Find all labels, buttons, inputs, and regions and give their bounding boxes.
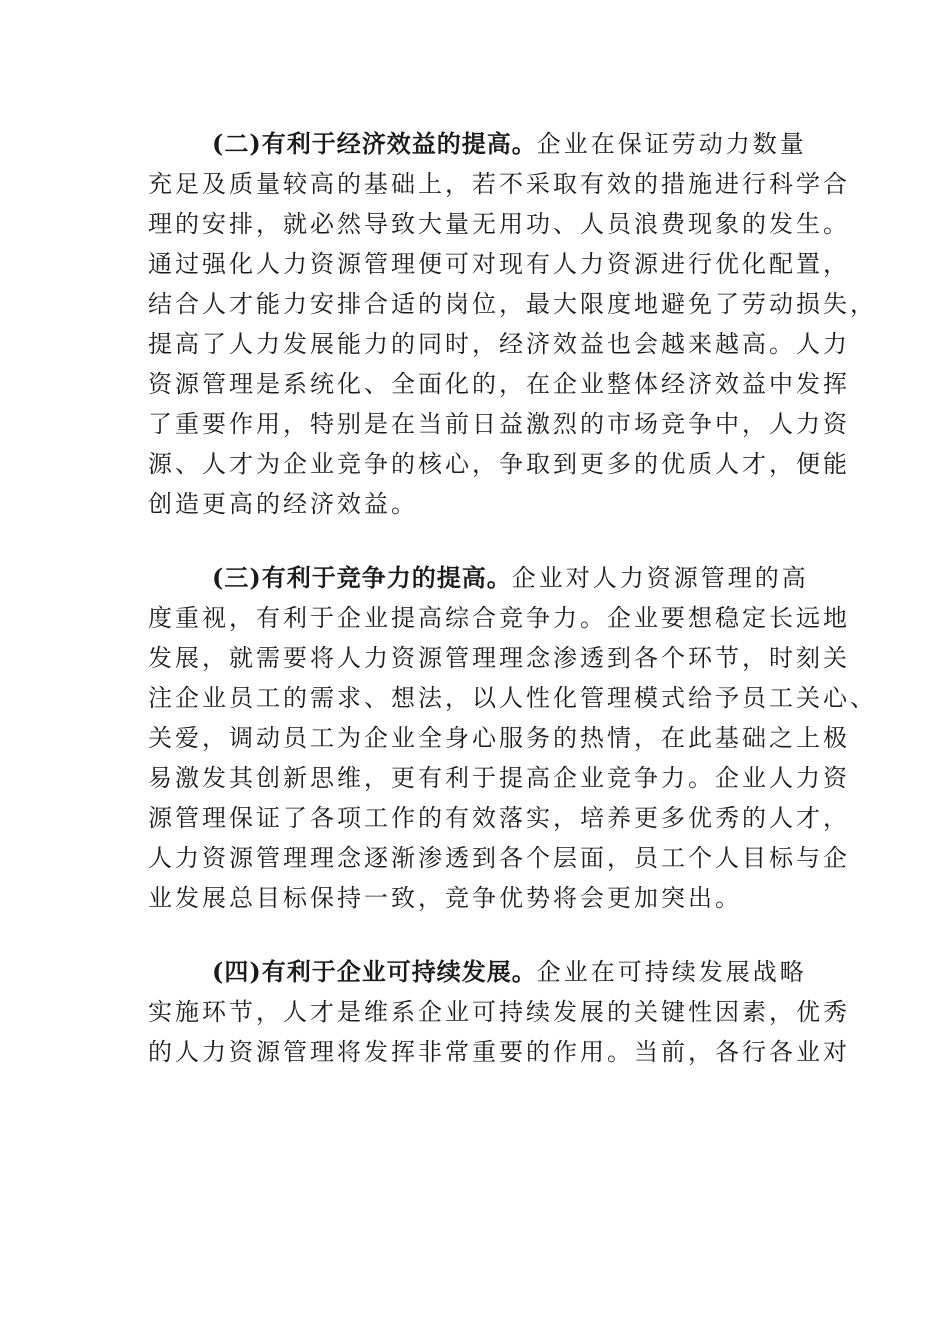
paragraph-line: 结合人才能力安排合适的岗位，最大限度地避免了劳动损失， [148, 290, 877, 318]
paragraph-first-line [148, 124, 828, 164]
paragraph-line: 源、人才为企业竞争的核心，争取到更多的优质人才，便能 [148, 450, 850, 478]
paragraph-text: 企业在保证劳动力数量 [536, 130, 807, 158]
paragraph-first-line [148, 558, 828, 598]
paragraph-line: 通过强化人力资源管理便可对现有人力资源进行优化配置， [148, 250, 850, 278]
paragraph-text: 企业在可持续发展战略 [536, 958, 807, 986]
paragraph-line: 源管理保证了各项工作的有效落实，培养更多优秀的人才， [148, 804, 850, 832]
paragraph-line: 发展，就需要将人力资源管理理念渗透到各个环节，时刻关 [148, 644, 850, 672]
paragraph-spacer [148, 524, 828, 558]
paragraph-text: 企业对人力资源管理的高 [511, 564, 809, 592]
section-heading: (三)有利于竞争力的提高。 [212, 563, 512, 592]
paragraph-economic-benefit [148, 124, 877, 524]
paragraph-line: 易激发其创新思维，更有利于提高企业竞争力。企业人力资 [148, 764, 850, 792]
section-heading: (四)有利于企业可持续发展。 [212, 957, 537, 986]
paragraph-line: 充足及质量较高的基础上，若不采取有效的措施进行科学合 [148, 170, 850, 198]
paragraph-spacer [148, 918, 828, 952]
document-page [148, 124, 877, 1072]
paragraph-line: 度重视，有利于企业提高综合竞争力。企业要想稳定长远地 [148, 604, 850, 632]
paragraph-competitiveness [148, 558, 877, 918]
paragraph-line: 关爱，调动员工为企业全身心服务的热情，在此基础之上极 [148, 724, 850, 752]
paragraph-line: 人力资源管理理念逐渐渗透到各个层面，员工个人目标与企 [148, 844, 850, 872]
paragraph-line: 了重要作用，特别是在当前日益激烈的市场竞争中，人力资 [148, 410, 850, 438]
paragraph-line: 创造更高的经济效益。 [148, 490, 418, 518]
paragraph-line: 资源管理是系统化、全面化的，在企业整体经济效益中发挥 [148, 370, 850, 398]
section-heading: (二)有利于经济效益的提高。 [212, 129, 537, 158]
paragraph-line: 的人力资源管理将发挥非常重要的作用。当前，各行各业对 [148, 1038, 850, 1066]
paragraph-line: 注企业员工的需求、想法，以人性化管理模式给予员工关心、 [148, 684, 877, 712]
paragraph-line: 实施环节，人才是维系企业可持续发展的关键性因素，优秀 [148, 998, 850, 1026]
paragraph-line: 理的安排，就必然导致大量无用功、人员浪费现象的发生。 [148, 210, 850, 238]
paragraph-first-line [148, 952, 828, 992]
paragraph-line: 提高了人力发展能力的同时，经济效益也会越来越高。人力 [148, 330, 850, 358]
paragraph-line: 业发展总目标保持一致，竞争优势将会更加突出。 [148, 884, 742, 912]
paragraph-sustainable-development [148, 952, 850, 1072]
